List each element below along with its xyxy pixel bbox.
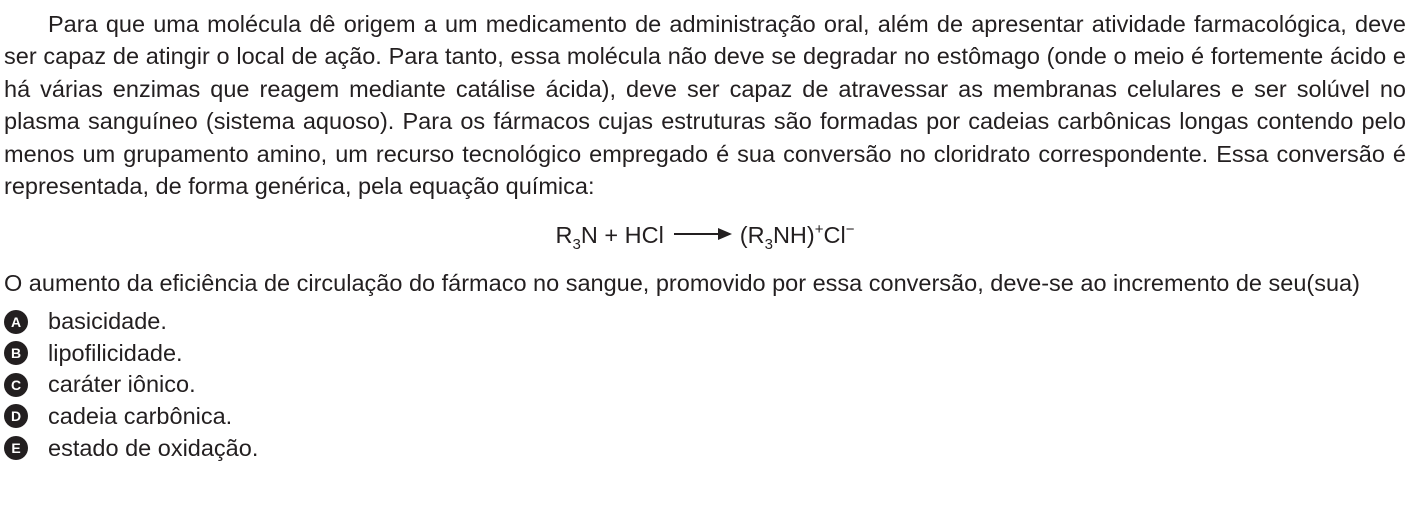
reactant-subscript: 3 xyxy=(572,236,581,254)
answer-options xyxy=(4,306,1406,464)
option-a[interactable] xyxy=(4,306,1406,338)
option-letter-badge: B xyxy=(4,341,28,365)
product-open: (R xyxy=(739,222,765,249)
option-text: basicidade. xyxy=(48,308,167,335)
intro-paragraph: Para que uma molécula dê origem a um medicamento de administração oral, além de apresentar atividade farmacológica, deve ser capaz de atingir o local de ação. Para tanto, essa molécula não deve se degradar no estômago (onde o meio é fortemente ácido e há várias enzimas que reagem mediante catálise ácida), deve ser capaz de atravessar as membranas celulares e ser solúvel no plasma sanguíneo (sistema aquoso). Para os fármacos cujas estruturas são formadas por cadeias carbônicas longas contendo pelo menos um grupamento amino, um recurso tecnológico empregado é sua conversão no cloridrato correspondente. Essa conversão é representada, de forma genérica, pela equação química: xyxy=(4,11,1406,200)
option-letter-badge: D xyxy=(4,404,28,428)
option-b[interactable] xyxy=(4,337,1406,369)
option-text: estado de oxidação. xyxy=(48,434,259,461)
option-text: caráter iônico. xyxy=(48,371,196,398)
reaction-arrow-icon xyxy=(674,228,732,240)
option-e[interactable] xyxy=(4,432,1406,464)
product-chloride: Cl xyxy=(823,222,846,249)
product-subscript: 3 xyxy=(764,236,773,254)
option-letter-badge: E xyxy=(4,436,28,460)
product-charge-minus: − xyxy=(845,221,855,239)
option-d[interactable] xyxy=(4,401,1406,433)
chemical-equation xyxy=(4,219,1406,254)
question-stem: O aumento da eficiência de circulação do fármaco no sangue, promovido por essa conversão, deve-se ao incremento de seu(sua) xyxy=(4,270,1360,297)
reactant-rest: N + HCl xyxy=(580,222,664,249)
product-charge-plus: + xyxy=(814,221,824,239)
option-text: lipofilicidade. xyxy=(48,339,183,366)
reactant-r: R xyxy=(555,222,573,249)
product-mid: NH) xyxy=(772,222,815,249)
option-letter-badge: A xyxy=(4,310,28,334)
option-c[interactable] xyxy=(4,369,1406,401)
option-text: cadeia carbônica. xyxy=(48,402,233,429)
option-letter-badge: C xyxy=(4,373,28,397)
